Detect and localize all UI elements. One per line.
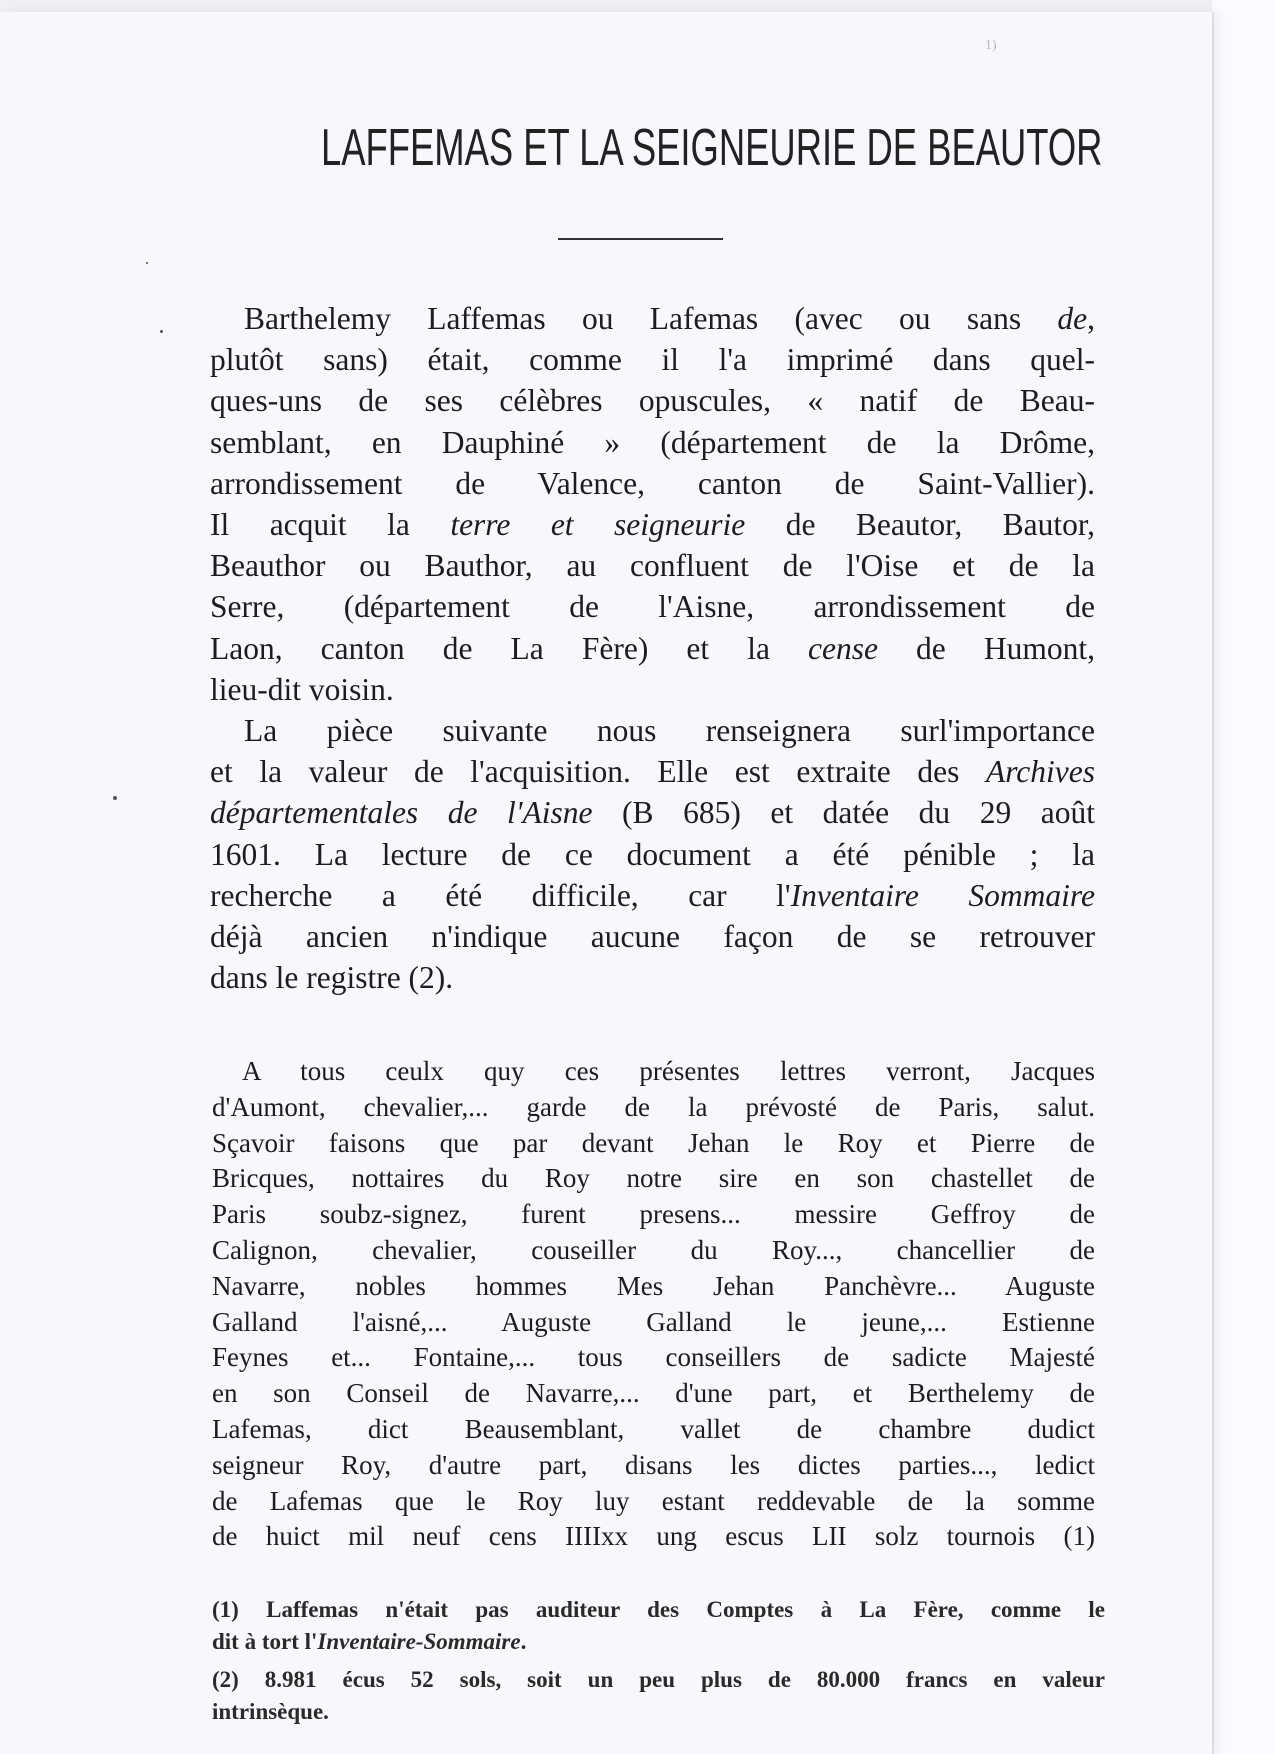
scan-edge bbox=[1212, 0, 1275, 1754]
quote-line: d'Aumont, chevalier,... garde de la prévosté de Paris, salut. bbox=[212, 1091, 1095, 1122]
footnote-1-end: . bbox=[520, 1629, 527, 1654]
quote-line: Feynes et... Fontaine,... tous conseillers de sadicte Majesté bbox=[212, 1342, 1095, 1373]
paragraph-2 bbox=[210, 710, 1095, 998]
footnote-1-italic: Inventaire-Sommaire bbox=[317, 1629, 521, 1654]
text-segment: et la valeur de l'acquisition. Elle est extraite des bbox=[210, 754, 986, 790]
text-segment: de Beautor, Bautor, bbox=[745, 507, 1095, 543]
text-line bbox=[210, 504, 1095, 545]
italic-segment: départementales de l'Aisne bbox=[210, 795, 593, 831]
text-segment: plutôt sans) était, comme il l'a imprimé dans quel- bbox=[210, 342, 1095, 378]
text-segment: dans le registre (2). bbox=[210, 960, 454, 996]
text-segment: ques-uns de ses célèbres opuscules, « natif de Beau- bbox=[210, 383, 1095, 419]
text-segment: 1601. La lecture de ce document a été pénible ; la bbox=[210, 836, 1095, 872]
quote-line: Navarre, nobles hommes Mes Jehan Panchèvre... Auguste bbox=[212, 1270, 1095, 1301]
paragraph-1 bbox=[210, 298, 1095, 710]
quote-line: Bricques, nottaires du Roy notre sire en son chastellet de bbox=[212, 1163, 1095, 1194]
text-line bbox=[210, 834, 1095, 875]
text-line bbox=[210, 957, 1095, 998]
italic-segment: Inventaire Sommaire bbox=[790, 877, 1095, 913]
text-line bbox=[210, 792, 1095, 833]
footnote-1-text: dit à tort l' bbox=[212, 1629, 318, 1654]
quoted-document bbox=[212, 1054, 1095, 1555]
quote-line: de Lafemas que le Roy luy estant reddevable de la somme bbox=[212, 1485, 1095, 1516]
corner-mark: 1) bbox=[985, 38, 997, 53]
text-line bbox=[210, 875, 1095, 916]
text-line bbox=[210, 586, 1095, 627]
text-segment: recherche a été difficile, car l' bbox=[210, 877, 791, 913]
quote-line: Galland l'aisné,... Auguste Galland le jeune,... Estienne bbox=[212, 1306, 1095, 1337]
text-segment: , bbox=[1087, 301, 1095, 336]
text-segment: Barthelemy Laffemas ou Lafemas (avec ou sans bbox=[244, 301, 1058, 336]
text-segment: lieu-dit voisin. bbox=[210, 671, 394, 707]
italic-segment: Archives bbox=[985, 754, 1095, 790]
text-line bbox=[210, 669, 1095, 710]
text-line bbox=[210, 751, 1095, 792]
scan-speck bbox=[113, 796, 117, 800]
text-segment: Il acquit la bbox=[210, 507, 451, 543]
quote-line: Sçavoir faisons que par devant Jehan le Roy et Pierre de bbox=[212, 1127, 1095, 1158]
text-segment: Beauthor ou Bauthor, au confluent de l'Oise et de la bbox=[210, 548, 1095, 584]
text-segment: déjà ancien n'indique aucune façon de se retrouver bbox=[210, 919, 1095, 955]
footnote-2-line-1: (2) 8.981 écus 52 sols, soit un peu plus de 80.000 francs en valeur bbox=[212, 1667, 1105, 1692]
quote-line: de huict mil neuf cens IIIIxx ung escus LII solz tournois (1) bbox=[212, 1521, 1095, 1552]
footnotes bbox=[212, 1594, 1105, 1728]
footnote-2-line-2: intrinsèque. bbox=[212, 1699, 329, 1724]
footnote-1-line-2 bbox=[212, 1626, 1105, 1658]
quote-line: Calignon, chevalier, couseiller du Roy..., chancellier de bbox=[212, 1234, 1095, 1265]
italic-segment: terre et seigneurie bbox=[450, 507, 746, 543]
text-line bbox=[210, 298, 1095, 339]
scan-speck bbox=[146, 262, 148, 264]
quote-line: Paris soubz-signez, furent presens... messire Geffroy de bbox=[212, 1199, 1095, 1230]
body-paragraphs bbox=[210, 298, 1095, 998]
page-title: LAFFEMAS ET LA SEIGNEURIE DE BEAUTOR bbox=[321, 119, 1103, 177]
title-rule bbox=[558, 238, 723, 240]
quote-line: seigneur Roy, d'autre part, disans les dictes parties..., ledict bbox=[212, 1449, 1095, 1480]
text-line bbox=[210, 710, 1095, 751]
text-segment: de Humont, bbox=[877, 630, 1095, 666]
text-line bbox=[210, 380, 1095, 421]
footnote-1-line-1: (1) Laffemas n'était pas auditeur des Comptes à La Fère, comme le bbox=[212, 1597, 1105, 1622]
quote-line: Lafemas, dict Beausemblant, vallet de chambre dudict bbox=[212, 1413, 1095, 1444]
italic-segment: de bbox=[1057, 301, 1088, 336]
text-segment: semblant, en Dauphiné » (département de la Drôme, bbox=[210, 424, 1095, 460]
text-segment: Serre, (département de l'Aisne, arrondissement de bbox=[210, 589, 1095, 625]
text-segment: La pièce suivante nous renseignera surl'importance bbox=[244, 713, 1095, 749]
text-line bbox=[210, 422, 1095, 463]
italic-segment: cense bbox=[808, 630, 878, 666]
text-line bbox=[210, 545, 1095, 586]
text-segment: (B 685) et datée du 29 août bbox=[592, 795, 1095, 831]
quote-line: A tous ceulx quy ces présentes lettres verront, Jacques bbox=[242, 1056, 1095, 1086]
text-segment: Laon, canton de La Fère) et la bbox=[210, 630, 809, 666]
quote-line: en son Conseil de Navarre,... d'une part, et Berthelemy de bbox=[212, 1378, 1095, 1409]
text-line bbox=[210, 628, 1095, 669]
text-line bbox=[210, 463, 1095, 504]
text-line bbox=[210, 916, 1095, 957]
text-segment: arrondissement de Valence, canton de Saint-Vallier). bbox=[210, 465, 1095, 501]
text-line bbox=[210, 339, 1095, 380]
scan-speck bbox=[160, 330, 163, 333]
